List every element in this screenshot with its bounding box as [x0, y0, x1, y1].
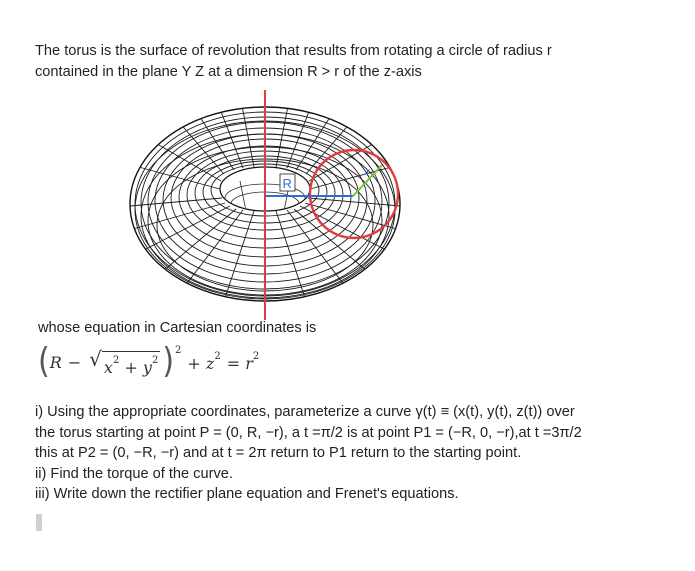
radicand: $x^2 + y^2$	[102, 351, 160, 376]
questions-block	[35, 402, 675, 505]
left-paren: (	[38, 341, 50, 382]
question-iii: iii) Write down the rectifier plane equation and Frenet's equations.	[35, 486, 459, 502]
text-cursor[interactable]	[36, 514, 42, 531]
equation-intro: whose equation in Cartesian coordinates is	[38, 320, 317, 336]
r-label: r	[366, 165, 370, 179]
intro-paragraph	[35, 41, 675, 83]
torus-figure	[120, 86, 410, 322]
R-label: R	[282, 176, 292, 191]
torus-equation	[38, 343, 259, 381]
question-i-line-1: i) Using the appropriate coordinates, parameterize a curve γ(t) ≡ (x(t), y(t), z(t)) over	[35, 404, 575, 420]
equation-equals-r: = $r^2$	[226, 351, 260, 373]
question-i-line-2: the torus starting at point P = (0, R, −r), a t =π/2 is at point P1 = (−R, 0, −r),at t =3π/2	[35, 424, 582, 441]
outer-exponent: 2	[175, 345, 182, 356]
question-i-line-3: this at P2 = (0, −R, −r) and at t = 2π return to P1 return to the starting point.	[35, 445, 522, 461]
square-root	[89, 346, 160, 377]
intro-line-1: The torus is the surface of revolution that results from rotating a circle of radius r	[35, 43, 552, 59]
radical-sign: √	[89, 346, 102, 371]
equation-R: R	[49, 352, 62, 372]
right-paren: )	[162, 341, 175, 382]
equation-minus: −	[67, 352, 82, 372]
equation-plus-z: + $z^2$	[187, 351, 221, 373]
intro-line-2: contained in the plane Y Z at a dimension R > r of the z-axis	[35, 64, 422, 80]
question-ii: ii) Find the torque of the curve.	[35, 465, 233, 482]
